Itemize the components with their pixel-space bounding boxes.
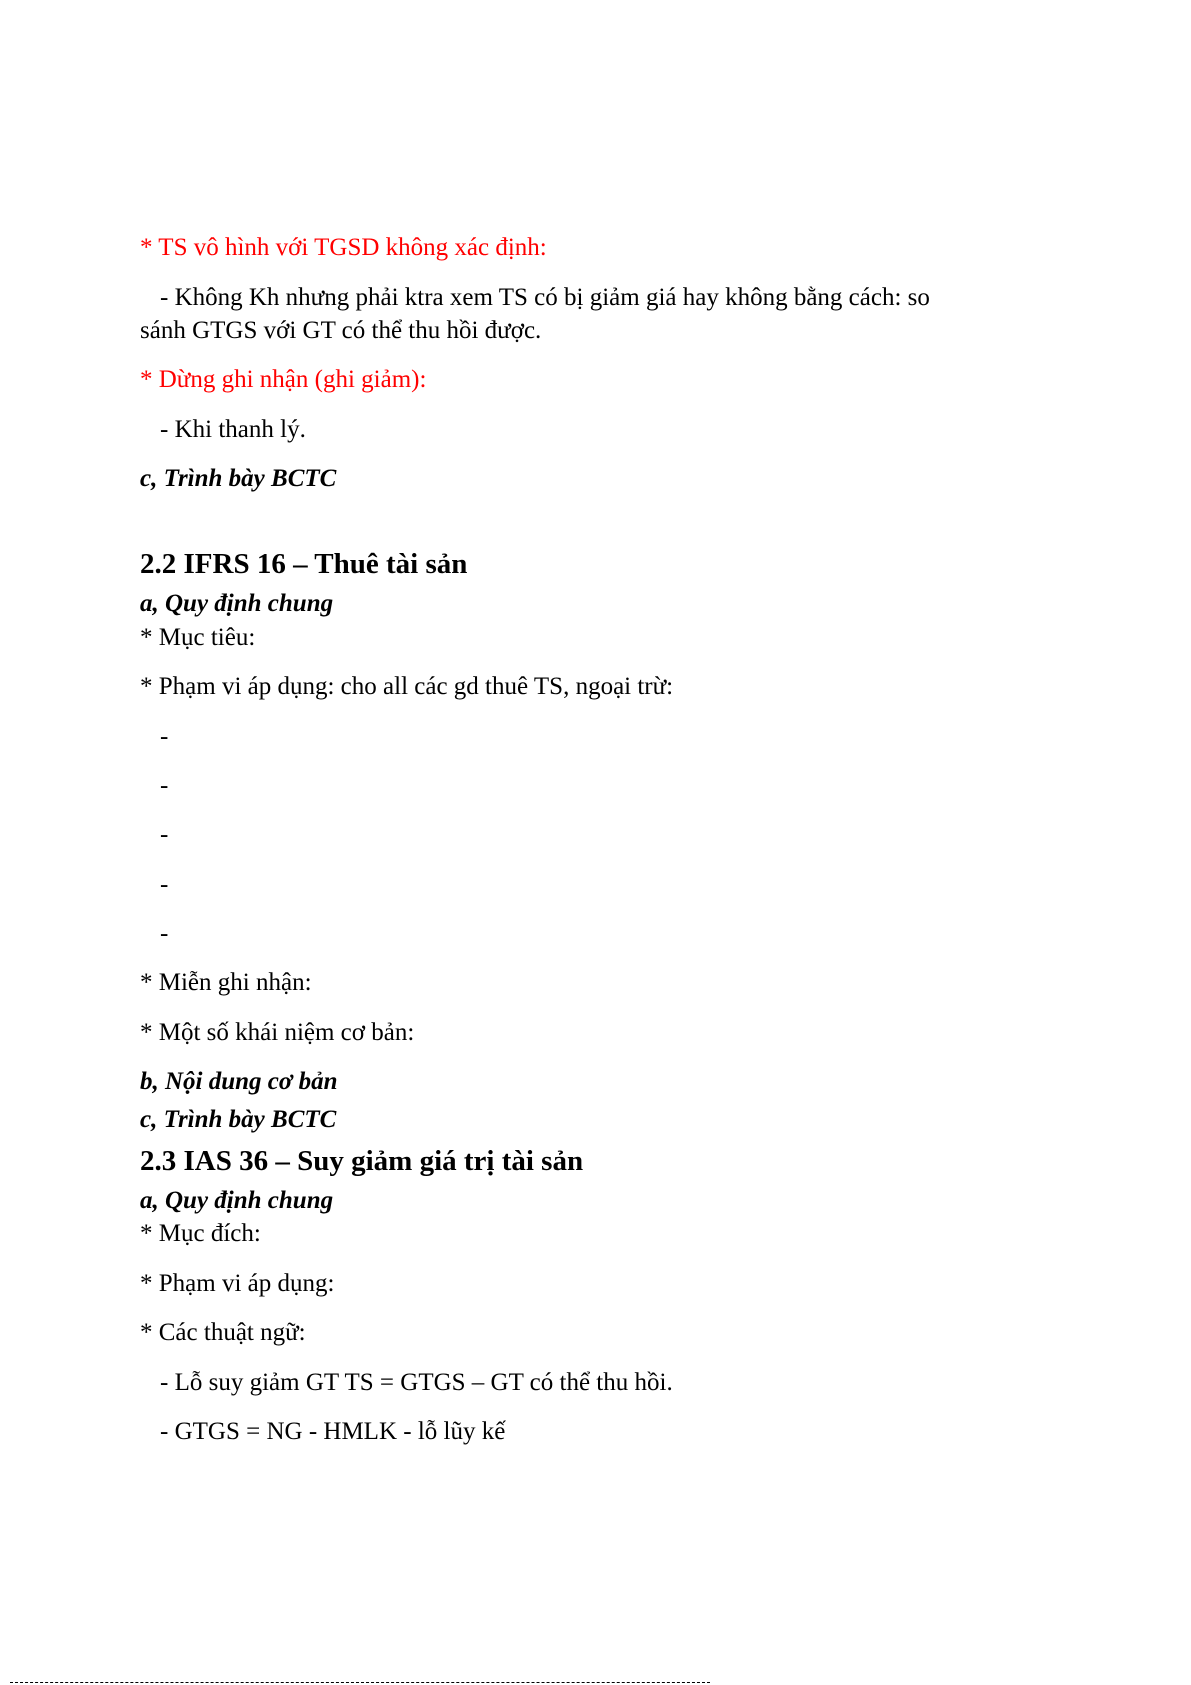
list-dash: - — [160, 871, 169, 898]
subheading-basic-content: b, Nội dung cơ bản — [140, 1068, 338, 1095]
page-bottom-rule — [10, 1682, 710, 1683]
item-basic-concepts: * Một số khái niệm cơ bản: — [140, 1019, 415, 1046]
item-objective: * Mục tiêu: — [140, 624, 256, 651]
formula-impairment-loss: - Lỗ suy giảm GT TS = GTGS – GT có thể thu hồi. — [160, 1369, 673, 1396]
subheading-general-rules: a, Quy định chung — [140, 590, 334, 617]
item-scope: * Phạm vi áp dụng: — [140, 1270, 335, 1297]
list-dash: - — [160, 821, 169, 848]
formula-carrying-amount: - GTGS = NG - HMLK - lỗ lũy kế — [160, 1418, 506, 1445]
list-dash: - — [160, 723, 169, 750]
heading-intangible-indefinite: * TS vô hình với TGSD không xác định: — [140, 234, 547, 261]
subheading-presentation: c, Trình bày BCTC — [140, 1106, 337, 1133]
list-dash: - — [160, 920, 169, 947]
paragraph-disposal: - Khi thanh lý. — [160, 416, 306, 443]
item-terms: * Các thuật ngữ: — [140, 1319, 306, 1346]
subheading-presentation: c, Trình bày BCTC — [140, 465, 337, 492]
list-dash: - — [160, 772, 169, 799]
paragraph-impairment-test-cont: sánh GTGS với GT có thể thu hồi được. — [140, 317, 542, 344]
section-heading-ias36: 2.3 IAS 36 – Suy giảm giá trị tài sản — [140, 1145, 584, 1177]
item-purpose: * Mục đích: — [140, 1220, 261, 1247]
subheading-general-rules: a, Quy định chung — [140, 1187, 334, 1214]
paragraph-impairment-test: - Không Kh nhưng phải ktra xem TS có bị giảm giá hay không bằng cách: so — [160, 284, 930, 311]
item-recognition-exemption: * Miễn ghi nhận: — [140, 969, 312, 996]
section-heading-ifrs16: 2.2 IFRS 16 – Thuê tài sản — [140, 548, 468, 580]
heading-derecognition: * Dừng ghi nhận (ghi giảm): — [140, 366, 427, 393]
item-scope: * Phạm vi áp dụng: cho all các gd thuê TS, ngoại trừ: — [140, 673, 674, 700]
